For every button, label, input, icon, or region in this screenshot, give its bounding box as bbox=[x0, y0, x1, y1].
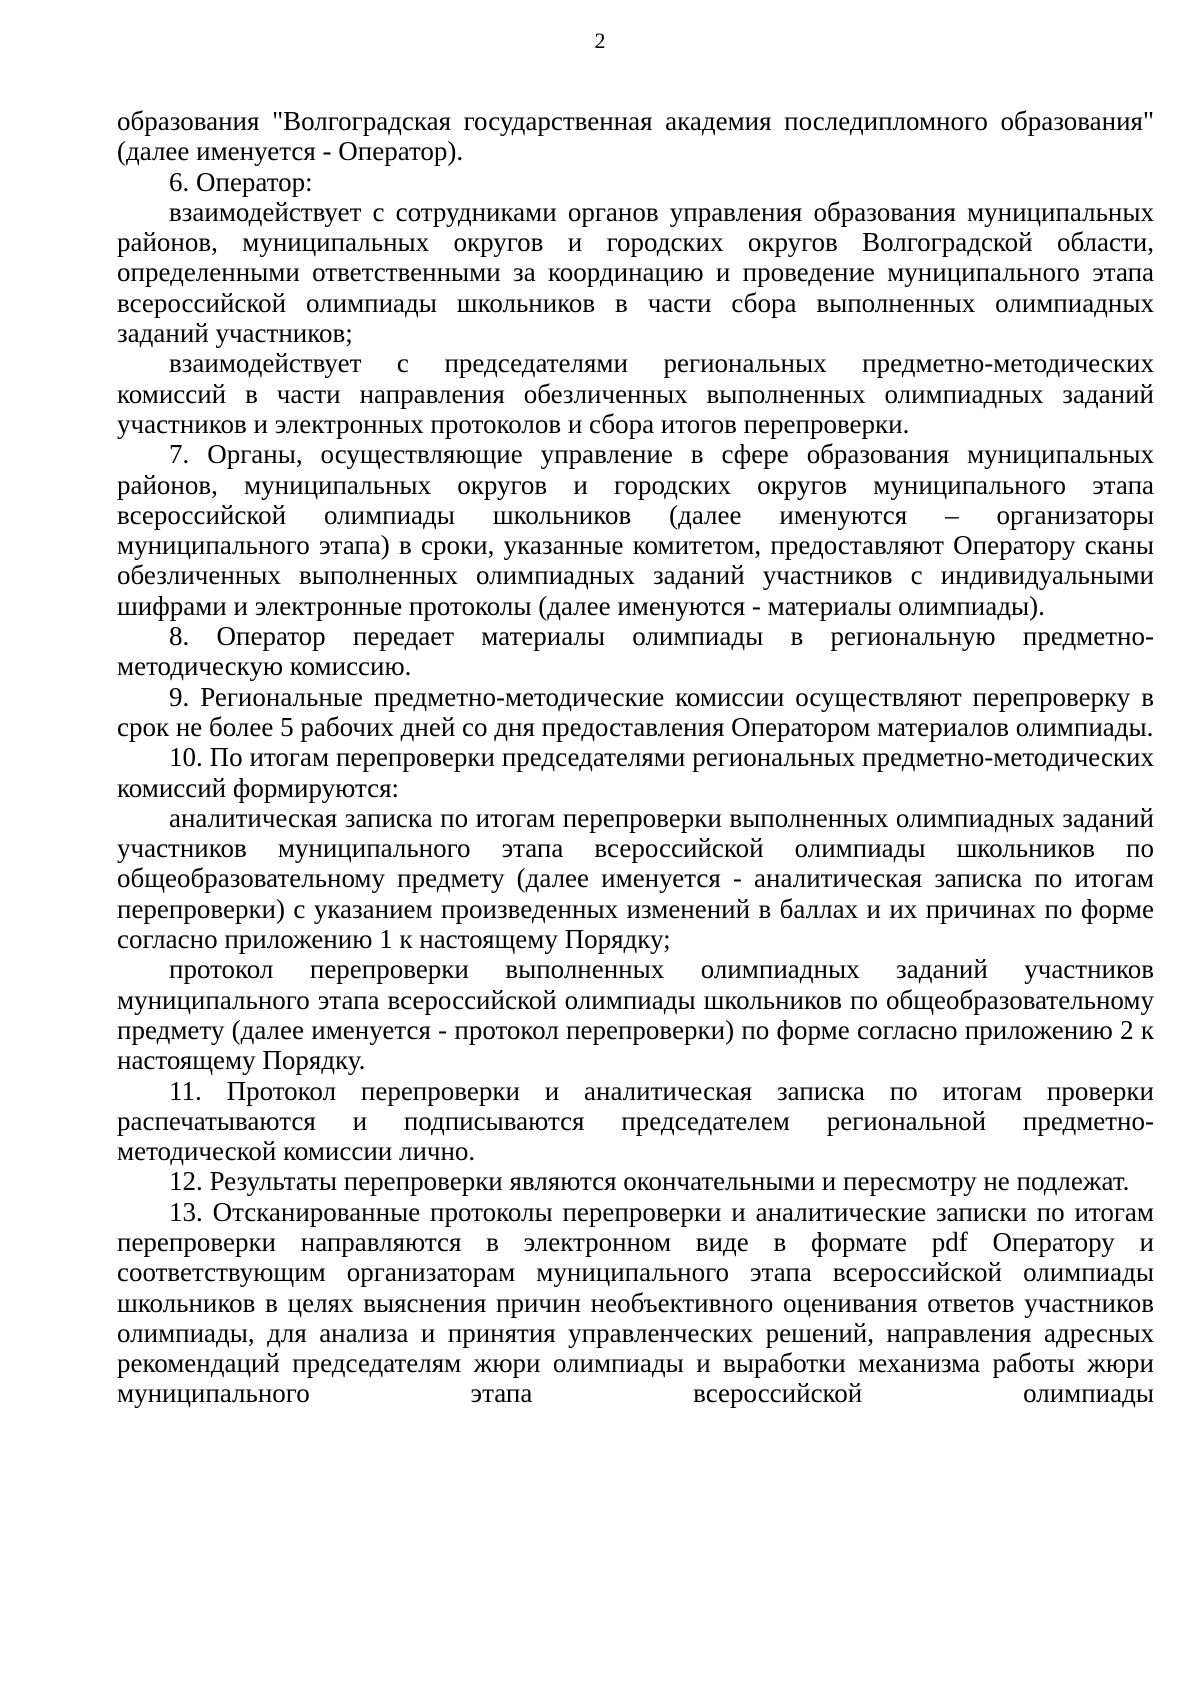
paragraph-10-item-2: протокол перепроверки выполненных олимпиадных заданий участников муниципального этапа всероссийской олимпиады школьников по общеобразовательному предмету (далее именуется - протокол перепроверки) по форме согласно приложению 2 к настоящему Порядку. bbox=[117, 954, 1154, 1076]
paragraph-6-item-1: взаимодействует с сотрудниками органов управления образования муниципальных районов, муниципальных округов и городских округов Волгоградской области, определенными ответственными за координацию и проведение муниципального этапа всероссийской олимпиады школьников в части сбора выполненных олимпиадных заданий участников; bbox=[117, 196, 1154, 349]
document-body bbox=[117, 106, 1154, 1409]
page-number: 2 bbox=[594, 28, 606, 53]
paragraph-9: 9. Региональные предметно-методические комиссии осуществляют перепроверку в срок не более 5 рабочих дней со дня предоставления Оператором материалов олимпиады. bbox=[117, 681, 1154, 742]
paragraph-7: 7. Органы, осуществляющие управление в сфере образования муниципальных районов, муниципальных округов и городских округов муниципального этапа всероссийской олимпиады школьников (далее именуются – организаторы муниципального этапа) в сроки, указанные комитетом, предоставляют Оператору сканы обезличенных выполненных олимпиадных заданий участников с индивидуальными шифрами и электронные протоколы (далее именуются - материалы олимпиады). bbox=[117, 439, 1154, 621]
paragraph-13: 13. Отсканированные протоколы перепроверки и аналитические записки по итогам перепроверки направляются в электронном виде в формате pdf Оператору и соответствующим организаторам муниципального этапа всероссийской олимпиады школьников в целях выяснения причин необъективного оценивания ответов участников олимпиады, для анализа и принятия управленческих решений, направления адресных рекомендаций председателям жюри олимпиады и выработки механизма работы жюри муниципального этапа всероссийской олимпиады bbox=[117, 1196, 1154, 1409]
paragraph-8: 8. Оператор передает материалы олимпиады в региональную предметно-методическую комиссию. bbox=[117, 621, 1154, 682]
paragraph-10: 10. По итогам перепроверки председателями региональных предметно-методических комиссий формируются: bbox=[117, 742, 1154, 803]
paragraph-6-item-2: взаимодействует с председателями региональных предметно-методических комиссий в части направления обезличенных выполненных олимпиадных заданий участников и электронных протоколов и сбора итогов перепроверки. bbox=[117, 348, 1154, 439]
paragraph-11: 11. Протокол перепроверки и аналитическая записка по итогам проверки распечатываются и подписываются председателем региональной предметно-методической комиссии лично. bbox=[117, 1075, 1154, 1167]
paragraph-10-item-1: аналитическая записка по итогам перепроверки выполненных олимпиадных заданий участников муниципального этапа всероссийской олимпиады школьников по общеобразовательному предмету (далее именуется - аналитическая записка по итогам перепроверки) с указанием произведенных изменений в баллах и их причинах по форме согласно приложению 1 к настоящему Порядку; bbox=[117, 802, 1154, 955]
paragraph-operator-definition: образования "Волгоградская государственная академия последипломного образования" (далее именуется - Оператор). bbox=[117, 106, 1154, 167]
paragraph-6-heading: 6. Оператор: bbox=[169, 166, 313, 197]
paragraph-12: 12. Результаты перепроверки являются окончательными и пересмотру не подлежат. bbox=[169, 1166, 1130, 1197]
